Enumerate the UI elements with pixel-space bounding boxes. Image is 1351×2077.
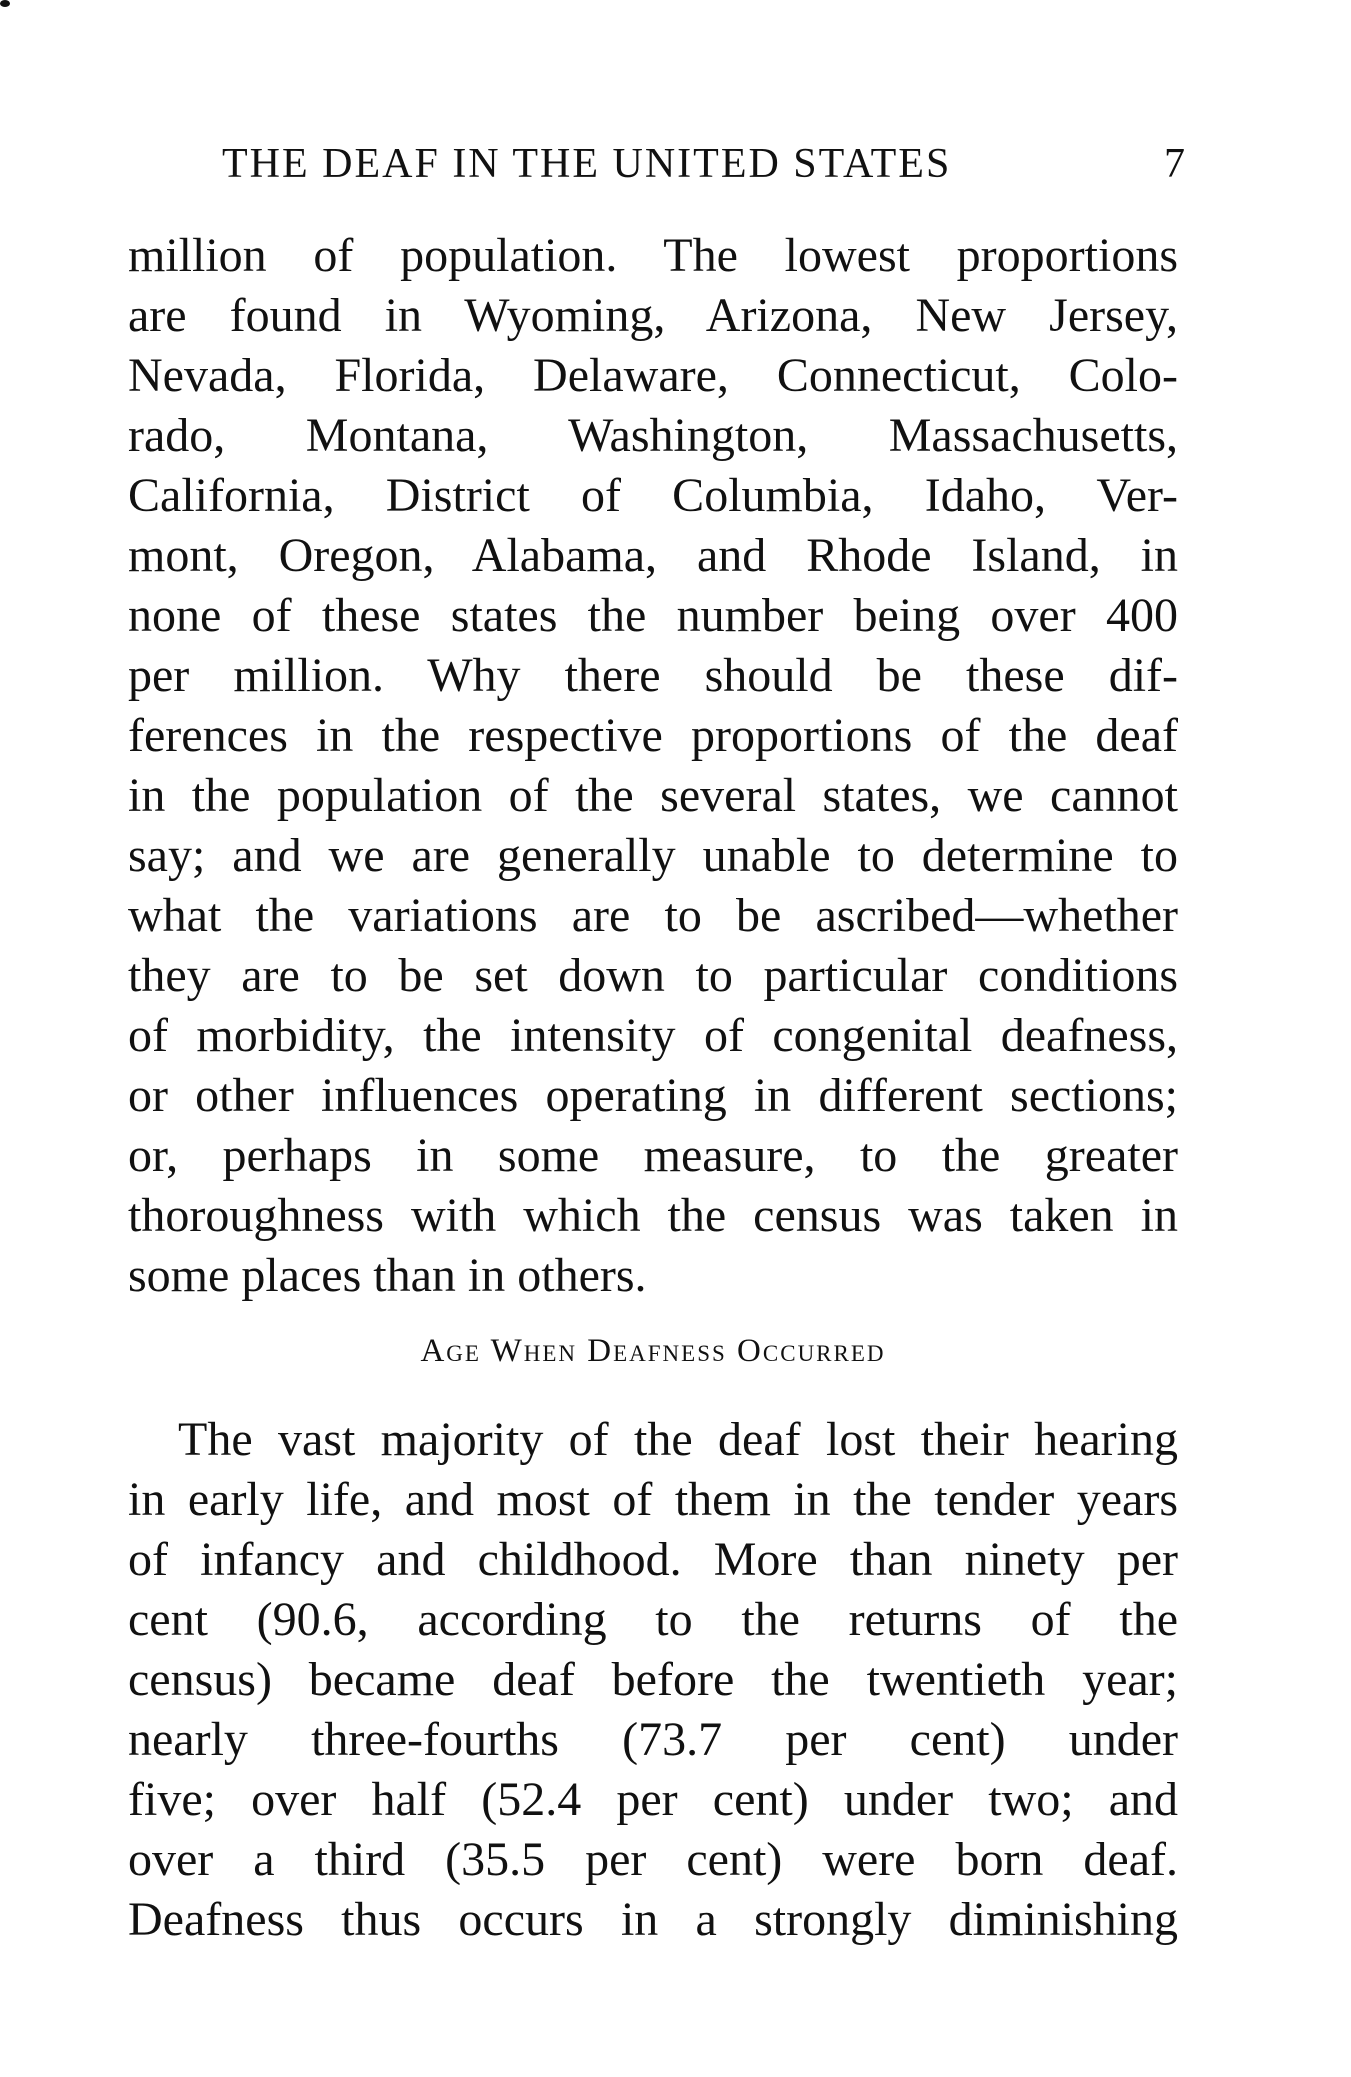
running-head bbox=[222, 140, 1187, 196]
text-line: five; over half (52.4 per cent) under two; and bbox=[128, 1773, 1178, 1826]
text-line: are found in Wyoming, Arizona, New Jersey, bbox=[128, 289, 1178, 342]
text-line: some places than in others. bbox=[128, 1249, 647, 1302]
text-line: mont, Oregon, Alabama, and Rhode Island, in bbox=[128, 529, 1178, 582]
text-line: of morbidity, the intensity of congenital deafness, bbox=[128, 1009, 1178, 1062]
text-line: none of these states the number being over 400 bbox=[128, 589, 1178, 642]
text-line: in the population of the several states, we cannot bbox=[128, 769, 1178, 822]
text-line: Deafness thus occurs in a strongly diminishing bbox=[128, 1893, 1178, 1946]
text-line: The vast majority of the deaf lost their hearing bbox=[178, 1413, 1178, 1466]
text-line: cent (90.6, according to the returns of the bbox=[128, 1593, 1178, 1646]
section-heading: Age When Deafness Occurred bbox=[420, 1333, 886, 1369]
text-line: say; and we are generally unable to determine to bbox=[128, 829, 1178, 882]
text-line: or, perhaps in some measure, to the greater bbox=[128, 1129, 1178, 1182]
page-number: 7 bbox=[1164, 141, 1187, 187]
text-line: what the variations are to be ascribed—whether bbox=[128, 889, 1178, 942]
text-line: ferences in the respective proportions of the deaf bbox=[128, 709, 1178, 762]
text-line: million of population. The lowest proportions bbox=[128, 229, 1178, 282]
text-line: Nevada, Florida, Delaware, Connecticut, Colo- bbox=[128, 349, 1178, 402]
text-line: they are to be set down to particular conditions bbox=[128, 949, 1178, 1002]
text-line: thoroughness with which the census was taken in bbox=[128, 1189, 1178, 1242]
running-head-title: THE DEAF IN THE UNITED STATES bbox=[222, 141, 952, 187]
text-line: per million. Why there should be these dif- bbox=[128, 649, 1178, 702]
ink-speck bbox=[0, 0, 10, 7]
text-line: California, District of Columbia, Idaho, Ver- bbox=[128, 469, 1178, 522]
text-line: or other influences operating in different sections; bbox=[128, 1069, 1178, 1122]
text-line: rado, Montana, Washington, Massachusetts, bbox=[128, 409, 1178, 462]
text-line: of infancy and childhood. More than ninety per bbox=[128, 1533, 1178, 1586]
text-line: over a third (35.5 per cent) were born deaf. bbox=[128, 1833, 1178, 1886]
text-line: census) became deaf before the twentieth year; bbox=[128, 1653, 1178, 1706]
text-line: in early life, and most of them in the tender years bbox=[128, 1473, 1178, 1526]
text-line: nearly three-fourths (73.7 per cent) under bbox=[128, 1713, 1178, 1766]
